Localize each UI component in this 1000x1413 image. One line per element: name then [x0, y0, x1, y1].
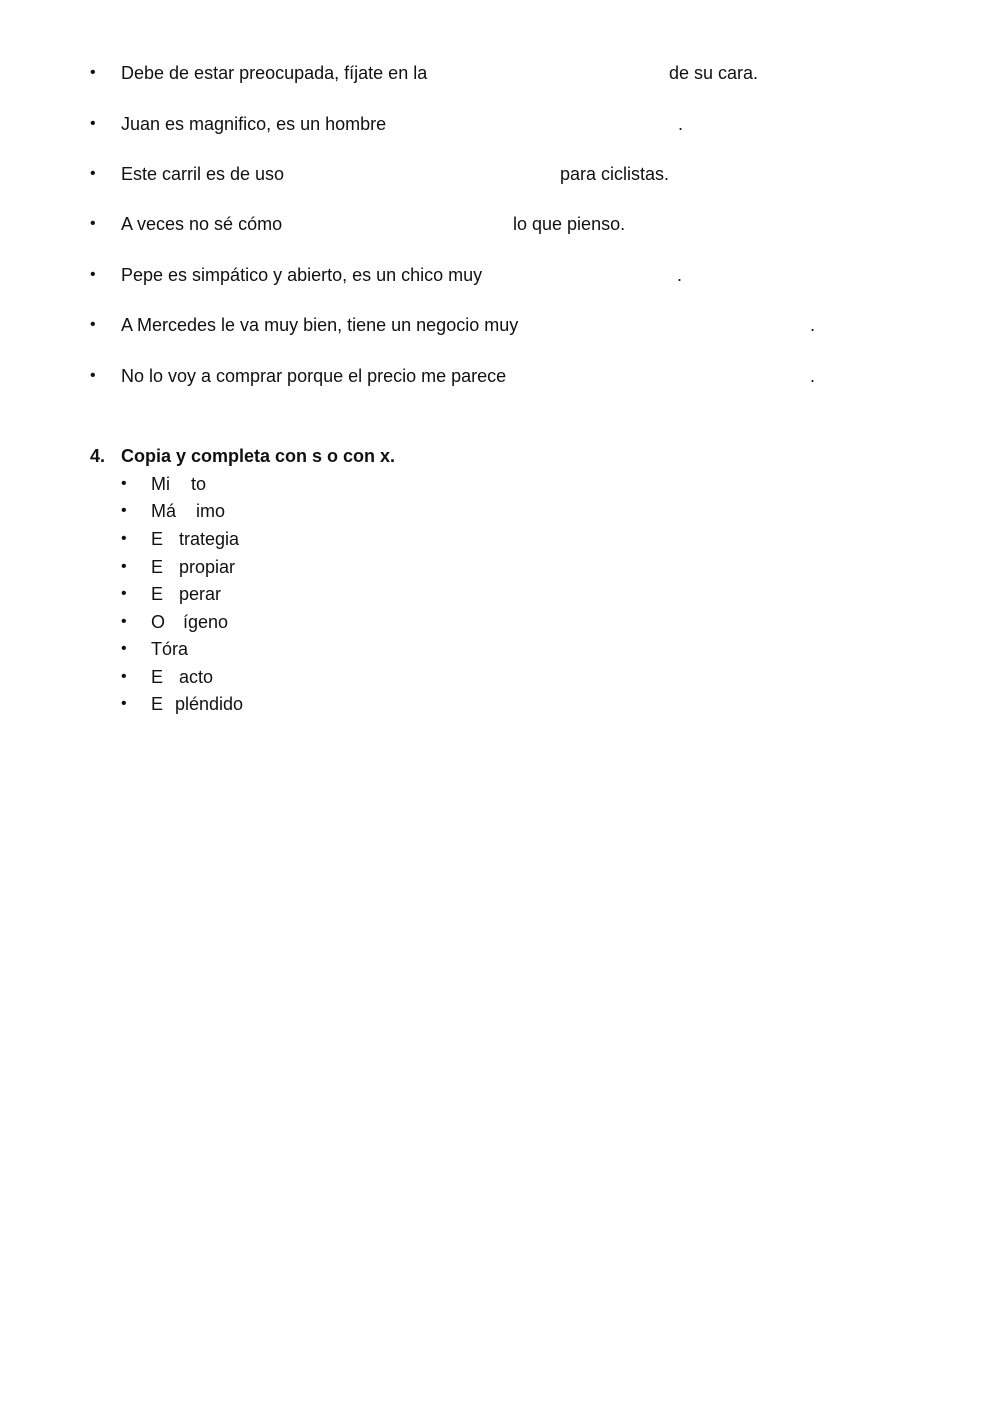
word-part-first: E: [151, 667, 164, 687]
word-part-second: imo: [196, 501, 226, 521]
word-item-4: [0, 555, 1000, 579]
word-part-second: pléndido: [175, 694, 244, 714]
sentence-text-after: .: [810, 366, 816, 386]
sentence-text-after: de su cara.: [669, 63, 759, 83]
bullet-icon: •: [121, 668, 127, 685]
word-part-second: ígeno: [183, 612, 229, 632]
word-item-8: [0, 665, 1000, 689]
sentence-7: [0, 364, 1000, 388]
sentence-1: [0, 61, 1000, 85]
sentence-6: [0, 313, 1000, 337]
bullet-icon: •: [90, 64, 96, 81]
sentence-text-before: Este carril es de uso: [121, 164, 285, 184]
bullet-icon: •: [121, 475, 127, 492]
word-part-first: E: [151, 529, 164, 549]
sentence-text-before: A Mercedes le va muy bien, tiene un negocio muy: [121, 315, 519, 335]
bullet-icon: •: [121, 530, 127, 547]
word-part-first: O: [151, 612, 166, 632]
bullet-icon: •: [121, 640, 127, 657]
word-part-second: acto: [179, 667, 214, 687]
sentence-5: [0, 263, 1000, 287]
word-part-first: Má: [151, 501, 177, 521]
exercise-title: Copia y completa con s o con x.: [121, 446, 396, 466]
bullet-icon: •: [121, 695, 127, 712]
sentence-text-after: para ciclistas.: [560, 164, 670, 184]
word-part-second: propiar: [179, 557, 236, 577]
word-item-9: [0, 692, 1000, 716]
sentence-text-before: Debe de estar preocupada, fíjate en la: [121, 63, 428, 83]
sentence-3: [0, 162, 1000, 186]
bullet-icon: •: [90, 367, 96, 384]
sentence-text-before: No lo voy a comprar porque el precio me parece: [121, 366, 507, 386]
sentence-text-after: lo que pienso.: [513, 214, 626, 234]
sentence-text-after: .: [677, 265, 683, 285]
word-item-6: [0, 610, 1000, 634]
bullet-icon: •: [121, 585, 127, 602]
bullet-icon: •: [90, 316, 96, 333]
sentence-text-after: .: [810, 315, 816, 335]
word-part-first: Mi: [151, 474, 170, 494]
sentence-4: [0, 212, 1000, 236]
word-part-first: E: [151, 694, 164, 714]
word-part-first: E: [151, 584, 164, 604]
word-part-first: E: [151, 557, 164, 577]
word-part-first: Tóra: [151, 639, 189, 659]
sentence-2: [0, 112, 1000, 136]
word-part-second: to: [191, 474, 207, 494]
word-item-3: [0, 527, 1000, 551]
word-item-1: [0, 472, 1000, 496]
sentence-text-before: Juan es magnifico, es un hombre: [121, 114, 387, 134]
exercise-number: 4.: [90, 446, 106, 466]
word-part-second: trategia: [179, 529, 240, 549]
sentence-text-after: .: [678, 114, 684, 134]
bullet-icon: •: [90, 115, 96, 132]
bullet-icon: •: [121, 613, 127, 630]
word-part-second: perar: [179, 584, 222, 604]
sentence-text-before: A veces no sé cómo: [121, 214, 283, 234]
bullet-icon: •: [90, 266, 96, 283]
bullet-icon: •: [90, 165, 96, 182]
bullet-icon: •: [121, 502, 127, 519]
bullet-icon: •: [90, 215, 96, 232]
sentence-text-before: Pepe es simpático y abierto, es un chico muy: [121, 265, 483, 285]
word-item-5: [0, 582, 1000, 606]
word-item-2: [0, 499, 1000, 523]
bullet-icon: •: [121, 558, 127, 575]
word-item-7: [0, 637, 1000, 661]
